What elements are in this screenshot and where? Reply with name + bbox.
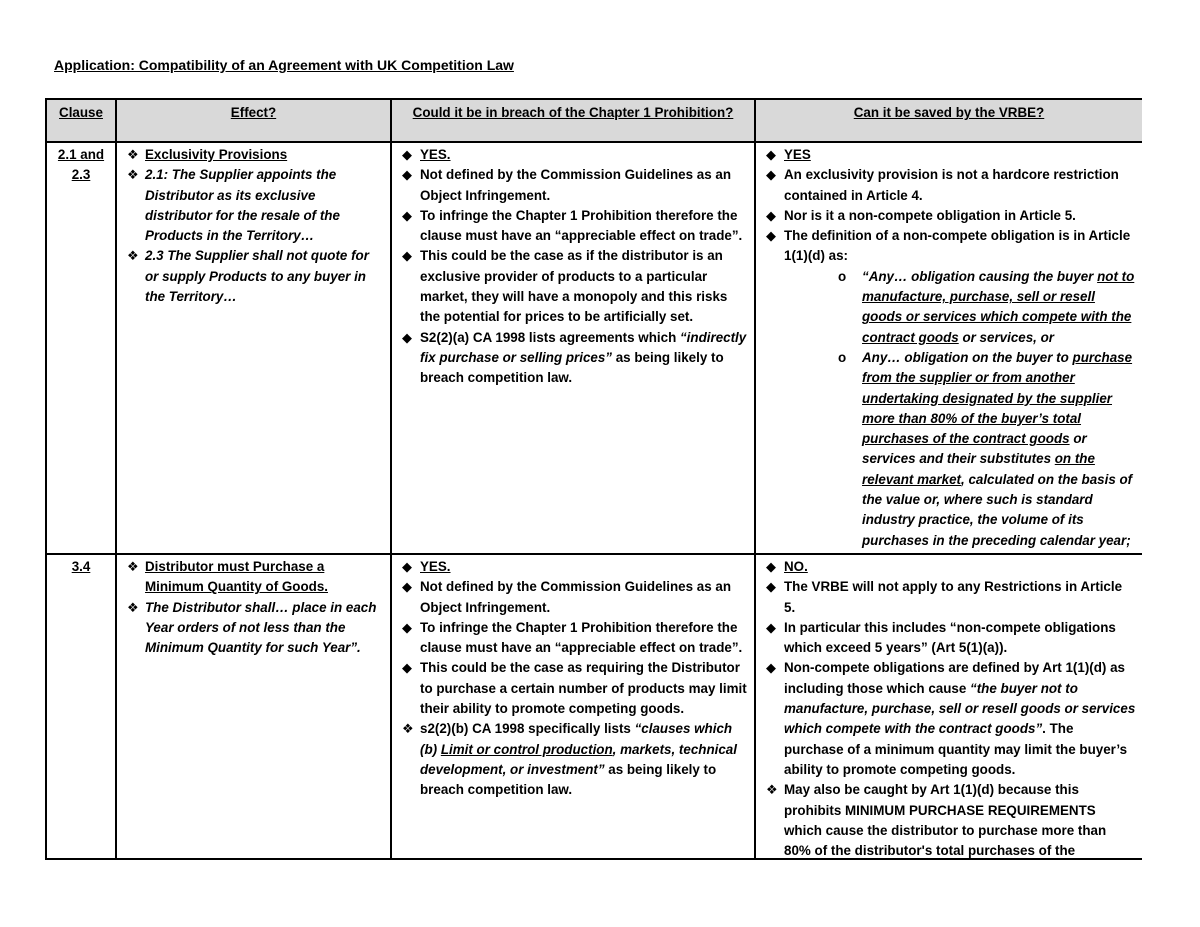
list-item (398, 618, 748, 659)
vrbe-quote-emphasis: on the relevant market (862, 451, 1095, 487)
list-item (123, 598, 384, 659)
diamond-bullet-icon: ◆ (402, 167, 412, 183)
vrbe-answer: NO. (784, 558, 808, 574)
list-item (123, 246, 384, 307)
diamond-bullet-icon: ◆ (402, 558, 412, 574)
list-item (762, 577, 1136, 618)
table-row (46, 554, 1142, 860)
vrbe-cell (755, 554, 1142, 860)
four-star-bullet-icon: ❖ (127, 599, 139, 615)
breach-text: To infringe the Chapter 1 Prohibition therefore the clause must have an “appreciable effect on trade”. (420, 619, 743, 656)
list-item (398, 658, 748, 719)
list-item (398, 206, 748, 247)
diamond-bullet-icon: ◆ (766, 579, 776, 595)
clause-cell: 3.4 (46, 554, 116, 860)
breach-text: This could be the case as requiring the Distributor to purchase a certain number of products may limit their ability to promote competing goods. (420, 660, 747, 717)
breach-text: as being likely to breach competition law. (420, 349, 724, 386)
breach-text: as being likely to breach competition law. (420, 761, 717, 798)
list-item (398, 165, 748, 206)
list-item (398, 145, 748, 165)
vrbe-text: The VRBE will not apply to any Restrictions in Article 5. (784, 579, 1123, 615)
clause-cell: 2.1 and 2.3 (46, 142, 116, 554)
header-breach: Could it be in breach of the Chapter 1 Prohibition? (391, 99, 755, 142)
four-star-bullet-icon: ❖ (127, 167, 139, 183)
four-star-bullet-icon: ❖ (127, 147, 139, 162)
breach-answer: YES. (420, 558, 451, 574)
vrbe-quote-emphasis: not to manufacture, purchase, sell or resell goods or services which compete with the contract goods (862, 268, 1135, 345)
breach-text: s2(2)(b) CA 1998 specifically lists (420, 721, 635, 737)
vrbe-text: May also be caught by Art 1(1)(d) because this prohibits MINIMUM PURCHASE REQUIREMENTS which cause the distributor to purchase more than 80% of the distributor's total purchases of the (784, 782, 1107, 859)
vrbe-quote: “the buyer not to manufacture, purchase, sell or resell goods or services which compete with the contract goods” (784, 680, 1136, 737)
diamond-bullet-icon: ◆ (766, 228, 776, 244)
header-vrbe: Can it be saved by the VRBE? (755, 99, 1142, 142)
effect-text: 2.3 The Supplier shall not quote for or supply Products to any buyer in the Territory… (145, 248, 369, 305)
vrbe-answer: YES (784, 147, 811, 162)
breach-text: This could be the case as if the distributor is an exclusive provider of products to a particular market, they will have a monopoly and this risks the potential for prices to be artificially set. (420, 248, 728, 325)
vrbe-text: The definition of a non-compete obligation is in Article 1(1)(d) as: (784, 228, 1131, 264)
vrbe-quote: or services, or (958, 329, 1054, 345)
header-clause: Clause (46, 99, 116, 142)
list-item (762, 557, 1136, 577)
header-effect: Effect? (116, 99, 391, 142)
sub-list-item (834, 348, 1136, 551)
vrbe-text: Non-compete obligations are defined by Art 1(1)(d) as including those which cause (784, 660, 1126, 696)
effect-text: The Supplier appoints the Distributor as its exclusive distributor for the resale of the Products in the Territory… (145, 167, 340, 244)
list-item (398, 577, 748, 618)
diamond-bullet-icon: ◆ (402, 248, 412, 264)
diamond-bullet-icon: ◆ (766, 167, 776, 183)
list-item (398, 557, 748, 577)
list-item (762, 780, 1136, 860)
vrbe-cell (755, 142, 1142, 554)
vrbe-quote: “Any… obligation causing the buyer (862, 268, 1098, 284)
circle-bullet-icon: o (838, 268, 847, 284)
effect-heading: Distributor must Purchase a Minimum Quantity of Goods. (145, 558, 328, 595)
breach-quote: , markets, technical development, or investment” (420, 741, 737, 777)
four-star-bullet-icon: ❖ (402, 721, 414, 737)
effect-cell (116, 554, 391, 860)
diamond-bullet-icon: ◆ (766, 558, 776, 574)
list-item (762, 226, 1136, 551)
diamond-bullet-icon: ◆ (766, 619, 776, 635)
list-item (398, 719, 748, 800)
list-item (398, 246, 748, 327)
breach-text: S2(2)(a) CA 1998 lists agreements which (420, 329, 680, 345)
list-item (762, 206, 1136, 226)
comparison-table (45, 98, 1142, 860)
breach-text: Not defined by the Commission Guidelines as an Object Infringement. (420, 167, 732, 203)
breach-quote: “clauses which (b) (420, 721, 733, 757)
vrbe-quote: or services and their substitutes (862, 431, 1087, 467)
breach-quote: “indirectly fix purchase or selling prices” (420, 329, 747, 365)
effect-text: The Distributor shall… place in each Year orders of not less than the Minimum Quantity for such Year”. (145, 599, 377, 656)
diamond-bullet-icon: ◆ (766, 147, 776, 162)
vrbe-quote-emphasis: purchase from the supplier or from another undertaking designated by the supplier more than 80% of the buyer’s total purchases of the contract goods (862, 349, 1133, 447)
effect-heading: Exclusivity Provisions (145, 147, 288, 162)
effect-clause-ref: 2.1: (145, 167, 169, 183)
four-star-bullet-icon: ❖ (766, 782, 778, 798)
breach-text: Not defined by the Commission Guidelines as an Object Infringement. (420, 579, 732, 615)
page-title: Application: Compatibility of an Agreement with UK Competition Law (54, 57, 514, 73)
list-item (762, 658, 1136, 780)
vrbe-quote: Any… obligation on the buyer to (862, 349, 1073, 365)
diamond-bullet-icon: ◆ (402, 147, 412, 162)
vrbe-quote: , calculated on the basis of the value or, where such is standard industry practice, the volume of its purchases in the preceding calendar year; (862, 471, 1133, 548)
list-item (762, 165, 1136, 206)
comparison-table-container (45, 98, 1142, 860)
list-item (123, 145, 384, 165)
list-item (762, 618, 1136, 659)
breach-quote-emphasis: Limit or control production (440, 741, 613, 757)
vrbe-text: . The purchase of a minimum quantity may limit the buyer’s ability to promote competing goods. (784, 721, 1128, 777)
vrbe-text: In particular this includes “non-compete obligations which exceed 5 years” (Art 5(1)(a)). (784, 619, 1116, 656)
breach-text: To infringe the Chapter 1 Prohibition therefore the clause must have an “appreciable effect on trade”. (420, 207, 743, 244)
effect-cell (116, 142, 391, 554)
breach-cell (391, 554, 755, 860)
diamond-bullet-icon: ◆ (402, 579, 412, 595)
breach-cell (391, 142, 755, 554)
sub-list-item (834, 267, 1136, 348)
list-item (123, 557, 384, 598)
diamond-bullet-icon: ◆ (766, 207, 776, 223)
diamond-bullet-icon: ◆ (402, 207, 412, 223)
list-item (762, 145, 1136, 165)
diamond-bullet-icon: ◆ (402, 329, 412, 345)
four-star-bullet-icon: ❖ (127, 558, 139, 574)
table-row (46, 142, 1142, 554)
four-star-bullet-icon: ❖ (127, 248, 139, 264)
header-row (46, 99, 1142, 142)
list-item (398, 328, 748, 389)
diamond-bullet-icon: ◆ (766, 660, 776, 676)
vrbe-text: Nor is it a non-compete obligation in Article 5. (784, 207, 1076, 223)
vrbe-text: An exclusivity provision is not a hardcore restriction contained in Article 4. (784, 167, 1119, 203)
diamond-bullet-icon: ◆ (402, 619, 412, 635)
circle-bullet-icon: o (838, 349, 847, 365)
breach-answer: YES. (420, 147, 451, 162)
list-item (123, 165, 384, 246)
diamond-bullet-icon: ◆ (402, 660, 412, 676)
